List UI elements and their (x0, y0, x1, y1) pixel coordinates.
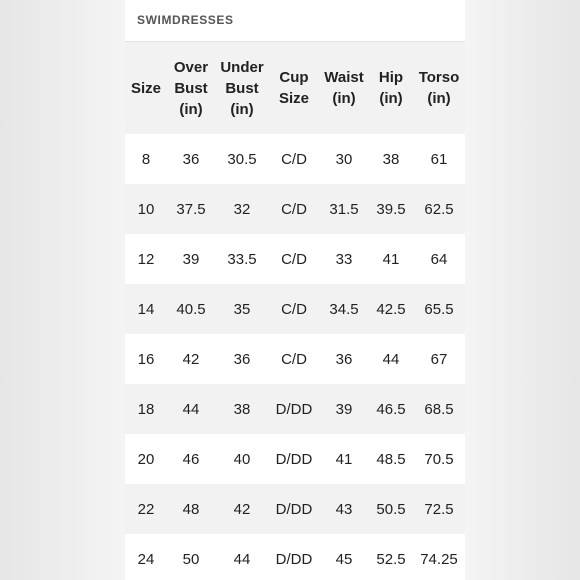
cell-under-bust: 30.5 (215, 134, 269, 184)
cell-torso: 74.25 (413, 534, 465, 580)
cell-under-bust: 32 (215, 184, 269, 234)
cell-size: 14 (125, 284, 167, 334)
cell-torso: 62.5 (413, 184, 465, 234)
cell-waist: 30 (319, 134, 369, 184)
cell-cup-size: C/D (269, 334, 319, 384)
cell-cup-size: D/DD (269, 384, 319, 434)
cell-cup-size: C/D (269, 234, 319, 284)
cell-torso: 68.5 (413, 384, 465, 434)
table-row (125, 484, 465, 534)
cell-waist: 45 (319, 534, 369, 580)
size-chart-panel (125, 0, 465, 580)
cell-under-bust: 38 (215, 384, 269, 434)
cell-waist: 41 (319, 434, 369, 484)
cell-over-bust: 37.5 (167, 184, 215, 234)
cell-hip: 41 (369, 234, 413, 284)
cell-waist: 31.5 (319, 184, 369, 234)
cell-over-bust: 44 (167, 384, 215, 434)
cell-hip: 50.5 (369, 484, 413, 534)
cell-under-bust: 33.5 (215, 234, 269, 284)
cell-waist: 34.5 (319, 284, 369, 334)
cell-torso: 65.5 (413, 284, 465, 334)
cell-over-bust: 40.5 (167, 284, 215, 334)
cell-cup-size: C/D (269, 184, 319, 234)
table-row (125, 234, 465, 284)
column-header-under-bust: Under Bust (in) (215, 42, 269, 134)
cell-over-bust: 50 (167, 534, 215, 580)
column-header-cup-size: Cup Size (269, 42, 319, 134)
background-right (465, 0, 580, 580)
table-row (125, 534, 465, 580)
cell-hip: 38 (369, 134, 413, 184)
cell-torso: 67 (413, 334, 465, 384)
table-header-row (125, 42, 465, 134)
background-left (0, 0, 125, 580)
cell-hip: 44 (369, 334, 413, 384)
cell-over-bust: 36 (167, 134, 215, 184)
cell-size: 18 (125, 384, 167, 434)
cell-hip: 52.5 (369, 534, 413, 580)
cell-waist: 36 (319, 334, 369, 384)
cell-cup-size: C/D (269, 284, 319, 334)
table-body (125, 134, 465, 580)
cell-size: 20 (125, 434, 167, 484)
cell-over-bust: 39 (167, 234, 215, 284)
cell-under-bust: 40 (215, 434, 269, 484)
cell-torso: 70.5 (413, 434, 465, 484)
cell-under-bust: 35 (215, 284, 269, 334)
table-row (125, 384, 465, 434)
cell-size: 10 (125, 184, 167, 234)
cell-over-bust: 42 (167, 334, 215, 384)
cell-cup-size: C/D (269, 134, 319, 184)
column-header-waist: Waist (in) (319, 42, 369, 134)
cell-waist: 43 (319, 484, 369, 534)
cell-cup-size: D/DD (269, 484, 319, 534)
column-header-torso: Torso (in) (413, 42, 465, 134)
cell-hip: 46.5 (369, 384, 413, 434)
cell-under-bust: 36 (215, 334, 269, 384)
cell-over-bust: 48 (167, 484, 215, 534)
column-header-hip: Hip (in) (369, 42, 413, 134)
column-header-size: Size (125, 42, 167, 134)
table-row (125, 134, 465, 184)
table-row (125, 334, 465, 384)
table-row (125, 184, 465, 234)
cell-torso: 61 (413, 134, 465, 184)
cell-size: 12 (125, 234, 167, 284)
cell-under-bust: 42 (215, 484, 269, 534)
column-header-over-bust: Over Bust (in) (167, 42, 215, 134)
cell-size: 8 (125, 134, 167, 184)
cell-waist: 33 (319, 234, 369, 284)
cell-waist: 39 (319, 384, 369, 434)
cell-size: 22 (125, 484, 167, 534)
cell-hip: 48.5 (369, 434, 413, 484)
table-row (125, 434, 465, 484)
cell-hip: 39.5 (369, 184, 413, 234)
cell-cup-size: D/DD (269, 534, 319, 580)
cell-torso: 72.5 (413, 484, 465, 534)
cell-over-bust: 46 (167, 434, 215, 484)
cell-torso: 64 (413, 234, 465, 284)
cell-size: 16 (125, 334, 167, 384)
size-chart-table (125, 42, 465, 580)
section-title: SWIMDRESSES (137, 13, 234, 27)
cell-hip: 42.5 (369, 284, 413, 334)
cell-size: 24 (125, 534, 167, 580)
cell-cup-size: D/DD (269, 434, 319, 484)
cell-under-bust: 44 (215, 534, 269, 580)
table-row (125, 284, 465, 334)
